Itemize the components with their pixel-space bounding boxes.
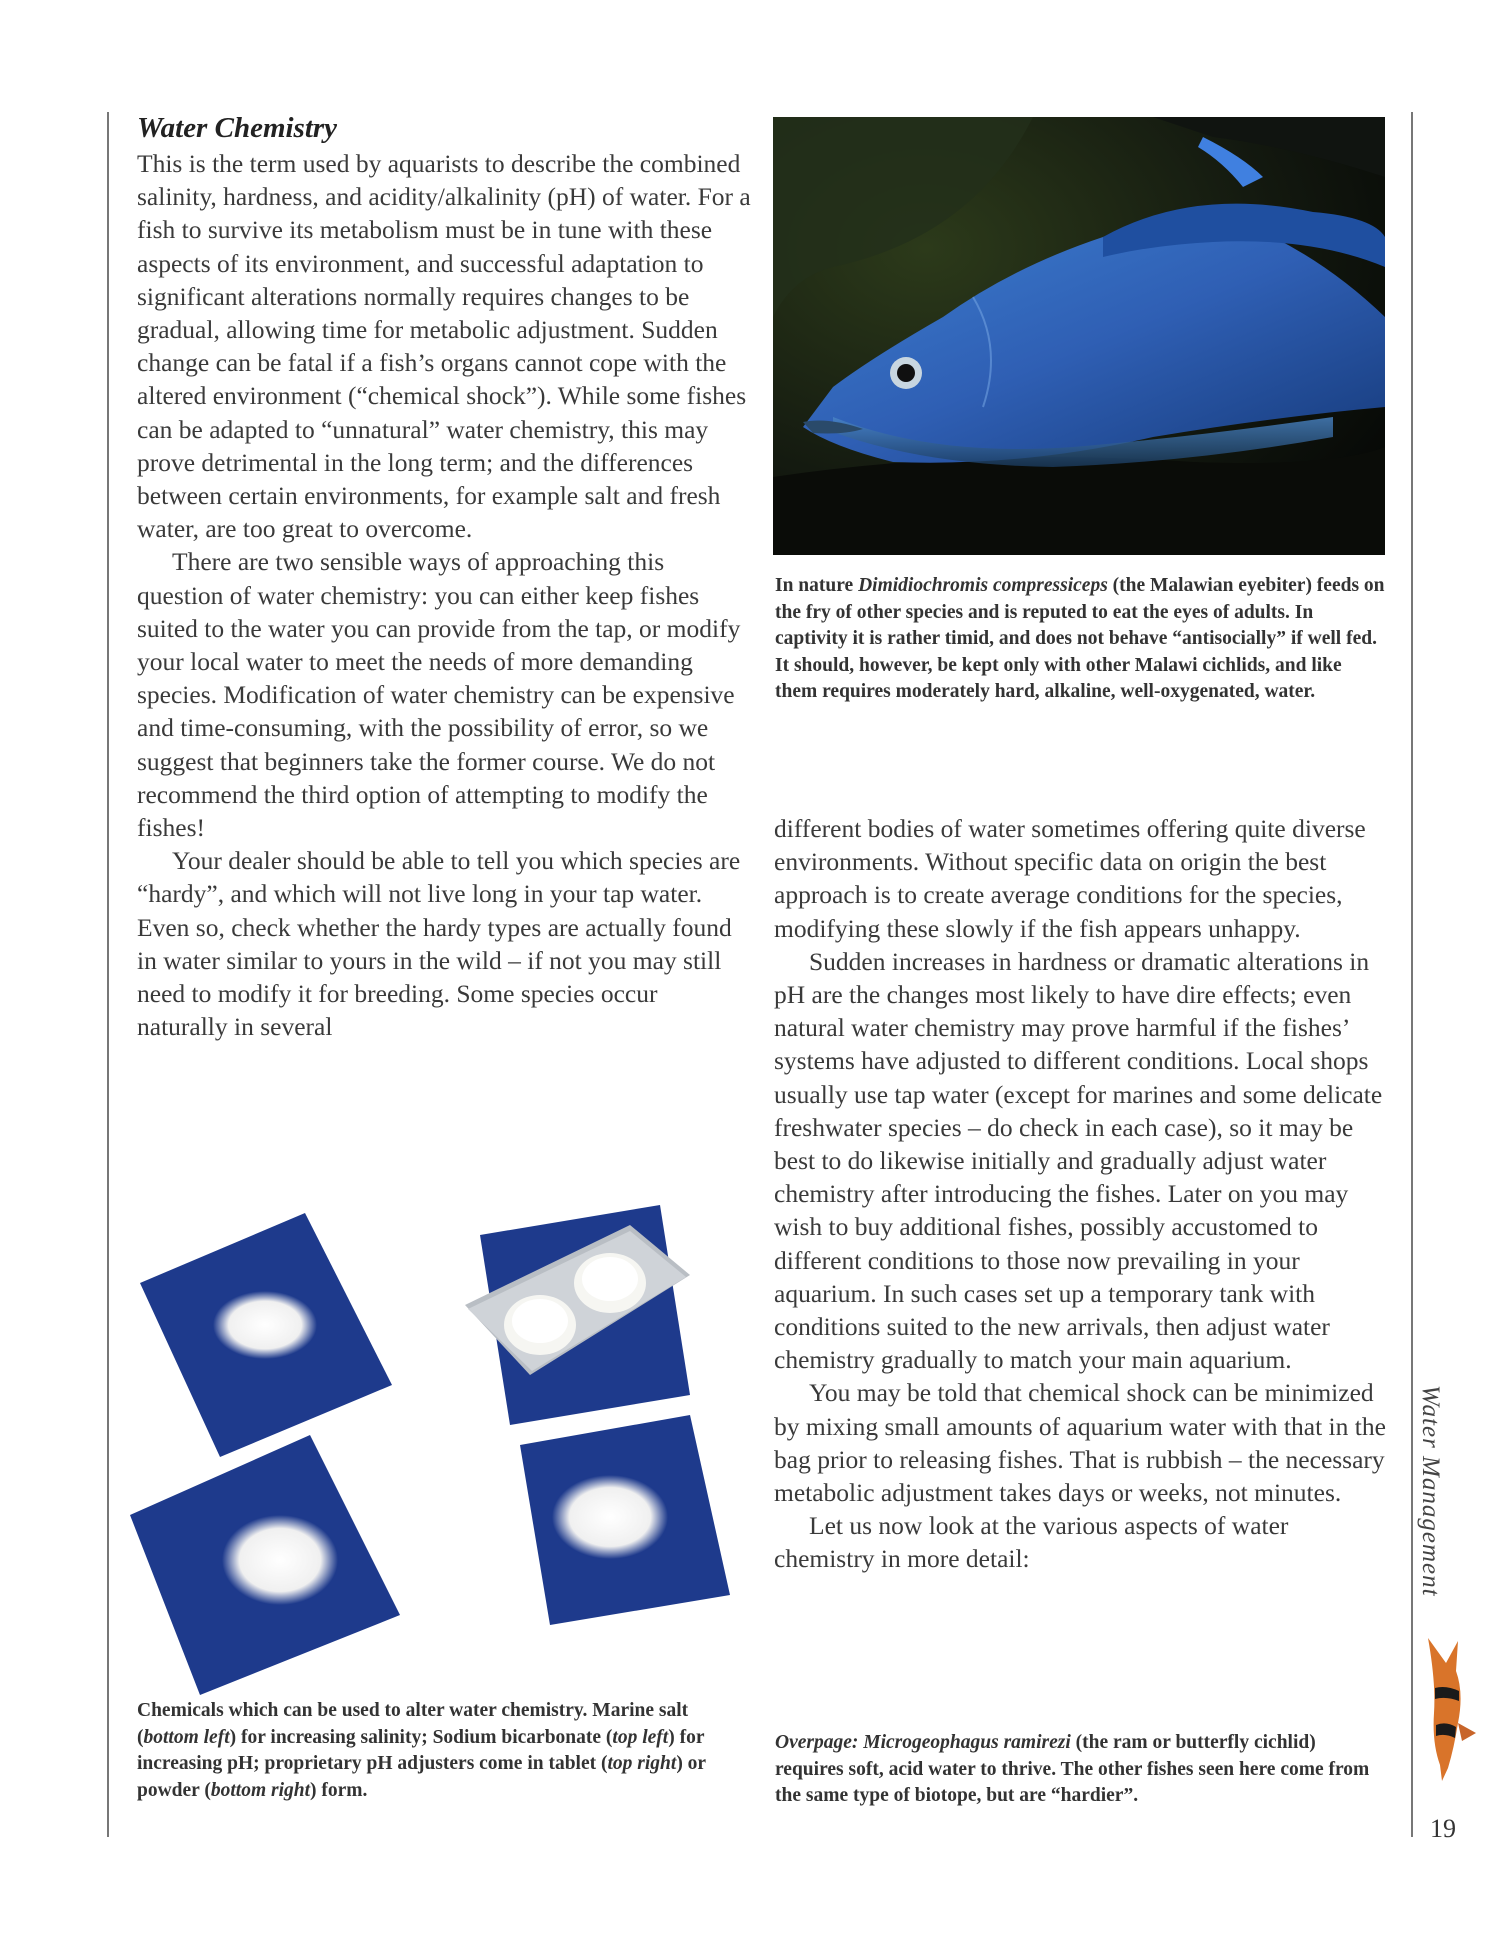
paragraph: This is the term used by aquarists to describe the combined salinity, hardness, and acidity/alkalinity (pH) of water. For a fish to survive its metabolism must be in tune with these aspects of its environment, and successful adaptation to significant alterations normally requires changes to be gradual, allowing time for metabolic adjustment. Sudden change can be fatal if a fish’s organs cannot cope with the altered environment (“chemical shock”). While some fishes can be adapted to “unnatural” water chemistry, this may prove detrimental in the long term; and the differences between certain environments, for example salt and fresh water, are too great to overcome. (137, 149, 751, 544)
species-name: Dimidiochromis compressiceps (858, 575, 1108, 596)
section-side-label: Water Management (1417, 1385, 1444, 1597)
caption-text: (the Malawian eyebiter) feeds on the fry of other species and is reputed to eat the eyes of adults. In captivity it is rather timid, and does not behave “antisocially” if well fed. It should, however, be kept only with other Malawi cichlids, and like them requires moderately hard, alkaline, well-oxygenated, water. (775, 575, 1385, 702)
left-margin-rule (107, 112, 109, 1837)
paragraph: There are two sensible ways of approaching this question of water chemistry: you can either keep fishes suited to the water you can provide from the tap, or modify your local water to meet the needs of more demanding species. Modification of water chemistry can be expensive and time-consuming, with the possibility of error, so we suggest that beginners take the former course. We do not recommend the third option of attempting to modify the fishes! (137, 547, 741, 843)
left-column (137, 112, 752, 1043)
chemicals-photo (130, 1195, 750, 1695)
right-body-text (774, 812, 1386, 1576)
paragraph: Sudden increases in hardness or dramatic alterations in pH are the changes most likely to have dire effects; even natural water chemistry may prove harmful if the fishes’ systems have adjusted to different conditions. Local shops usually use tap water (except for marines and some delicate freshwater species – do check in each case), so it may be best to do likewise initially and gradually adjust water chemistry after introducing the fishes. Later on you may wish to buy additional fishes, possibly accustomed to different conditions to those now prevailing in your aquarium. In such cases set up a temporary tank with conditions suited to the new arrivals, then adjust water chemistry gradually to match your main aquarium. (774, 946, 1383, 1375)
caption-text: ) or powder ( (137, 1753, 706, 1801)
paragraph: Let us now look at the various aspects of water chemistry in more detail: (774, 1511, 1289, 1574)
caption-text: ) for increasing pH; proprietary pH adjusters come in tablet ( (137, 1726, 705, 1774)
caption-italic: top right (607, 1753, 677, 1774)
species-name: Microgeophagus ramirezi (863, 1732, 1071, 1753)
left-body-text (137, 147, 752, 1043)
fish-photo (773, 117, 1385, 555)
caption-text: In nature (775, 575, 859, 596)
loach-fish-icon (1418, 1633, 1482, 1783)
caption-italic: top left (612, 1726, 669, 1748)
fish-photo-caption (775, 573, 1387, 706)
caption-italic: bottom right (210, 1779, 311, 1801)
caption-italic: Overpage: (775, 1732, 864, 1753)
chemicals-image (130, 1195, 750, 1695)
caption-text: (the ram or butterfly cichlid) requires soft, acid water to thrive. The other fishes seen here come from the same type of biotope, but are “hardier”. (775, 1732, 1370, 1806)
chemicals-caption (137, 1698, 747, 1804)
section-heading: Water Chemistry (137, 112, 338, 144)
caption-italic: bottom left (143, 1726, 230, 1748)
caption-text: ) for increasing salinity; Sodium bicarbonate ( (229, 1726, 613, 1748)
overpage-caption (775, 1730, 1387, 1810)
page-number: 19 (1430, 1814, 1456, 1843)
eyebiter-fish-image (773, 117, 1385, 555)
caption-text: ) form. (310, 1779, 368, 1801)
paragraph: different bodies of water sometimes offering quite diverse environments. Without specific data on origin the best approach is to create average conditions for the species, modifying these slowly if the fish appears unhappy. (774, 814, 1366, 943)
caption-text: Chemicals which can be used to alter water chemistry. Marine salt ( (137, 1700, 689, 1748)
paragraph: You may be told that chemical shock can be minimized by mixing small amounts of aquarium water with that in the bag prior to releasing fishes. That is rubbish – the necessary metabolic adjustment takes days or weeks, not minutes. (774, 1378, 1386, 1508)
paragraph: Your dealer should be able to tell you which species are “hardy”, and which will not live long in your tap water. Even so, check whether the hardy types are actually found in water similar to yours in the wild – if not you may still need to modify it for breeding. Some species occur naturally in several (137, 846, 741, 1042)
